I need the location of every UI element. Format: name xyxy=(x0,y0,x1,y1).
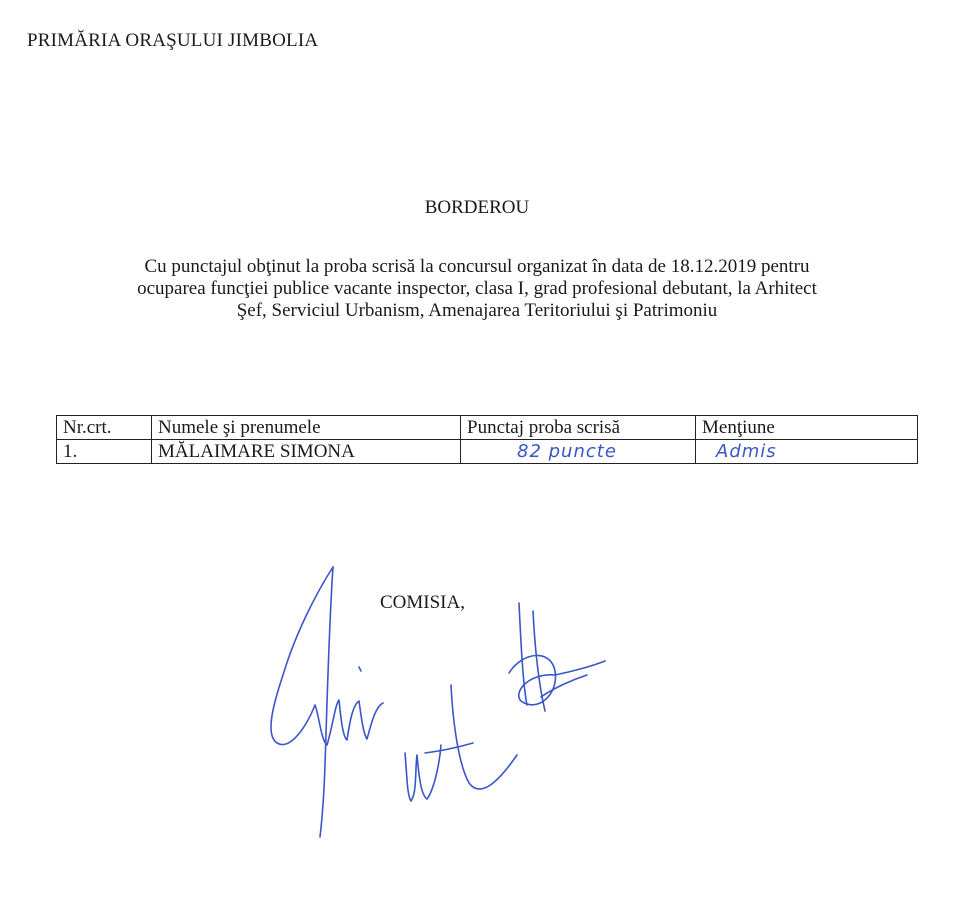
results-table xyxy=(56,415,918,464)
intro-line-2: ocuparea funcţiei publice vacante inspector, clasa I, grad profesional debutant, la Arhitect xyxy=(137,278,817,299)
intro-line-1: Cu punctajul obţinut la proba scrisă la concursul organizat în data de 18.12.2019 pentru xyxy=(144,256,810,277)
cell-score: 82 puncte xyxy=(461,440,696,464)
header-nr: Nr.crt. xyxy=(57,416,152,440)
document-title: BORDEROU xyxy=(424,197,530,218)
institution-name: PRIMĂRIA ORAŞULUI JIMBOLIA xyxy=(27,30,319,51)
cell-mention: Admis xyxy=(696,440,918,464)
table-row xyxy=(57,440,918,464)
commission-label: COMISIA, xyxy=(380,592,465,613)
header-mention: Menţiune xyxy=(696,416,918,440)
cell-nr: 1. xyxy=(57,440,152,464)
header-name: Numele şi prenumele xyxy=(152,416,461,440)
intro-line-3: Şef, Serviciul Urbanism, Amenajarea Teritoriului şi Patrimoniu xyxy=(236,300,718,321)
cell-name: MĂLAIMARE SIMONA xyxy=(152,440,461,464)
signature-scribble xyxy=(255,555,625,845)
table-header-row xyxy=(57,416,918,440)
header-score: Punctaj proba scrisă xyxy=(461,416,696,440)
intro-paragraph xyxy=(20,256,934,322)
